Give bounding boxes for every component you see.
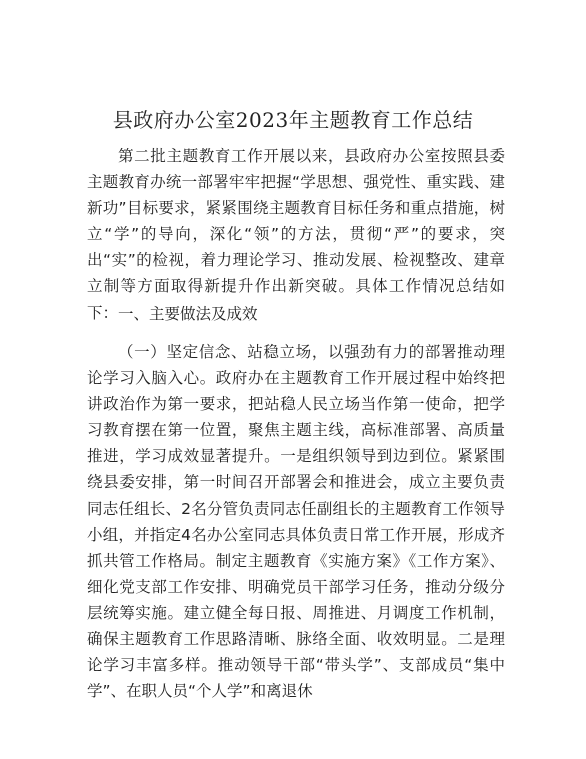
intro-paragraph [87, 143, 505, 326]
intro-text: 第二批主题教育工作开展以来，县政府办公室按照县委主题教育办统一部署牢牢把握“学思想、强党性、重实践、建新功”目标要求，紧紧围绕主题教育目标任务和重点措施，树立“学”的导向，深化“领”的方法，贯彻“严”的要求，突出“实”的检视，着力理论学习、推动发展、检视整改、建章立制等方面取得新提升作出新突破。具体工作情况总结如下： [87, 147, 505, 322]
section-text: （一）坚定信念、站稳立场，以强劲有力的部署推动理论学习入脑入心。政府办在主题教育工作开展过程中始终把讲政治作为第一要求，把站稳人民立场当作第一使命，把学习教育摆在第一位置，聚焦主题主线，高标准部署、高质量推进，学习成效显著提升。一是组织领导到边到位。紧紧围绕县委安排，第一时间召开部署会和推进会，成立主要负责同志任组长、2名分管负责同志任副组长的主题教育工作领导小组，并指定4名办公室同志具体负责日常工作开展，形成齐抓共管工作格局。制定主题教育《实施方案》《工作方案》、细化党支部工作安排、明确党员干部学习任务，推动分级分层统筹实施。建立健全每日报、周推进、月调度工作机制，确保主题教育工作思路清晰、脉络全面、收效明显。二是理论学习丰富多样。推动领导干部“带头学”、支部成员“集中学”、在职人员“个人学”和离退休 [87, 343, 505, 701]
section-heading: 一、主要做法及成效 [118, 305, 258, 323]
document-title: 县政府办公室2023年主题教育工作总结 [112, 108, 474, 132]
section-paragraph [87, 339, 505, 704]
